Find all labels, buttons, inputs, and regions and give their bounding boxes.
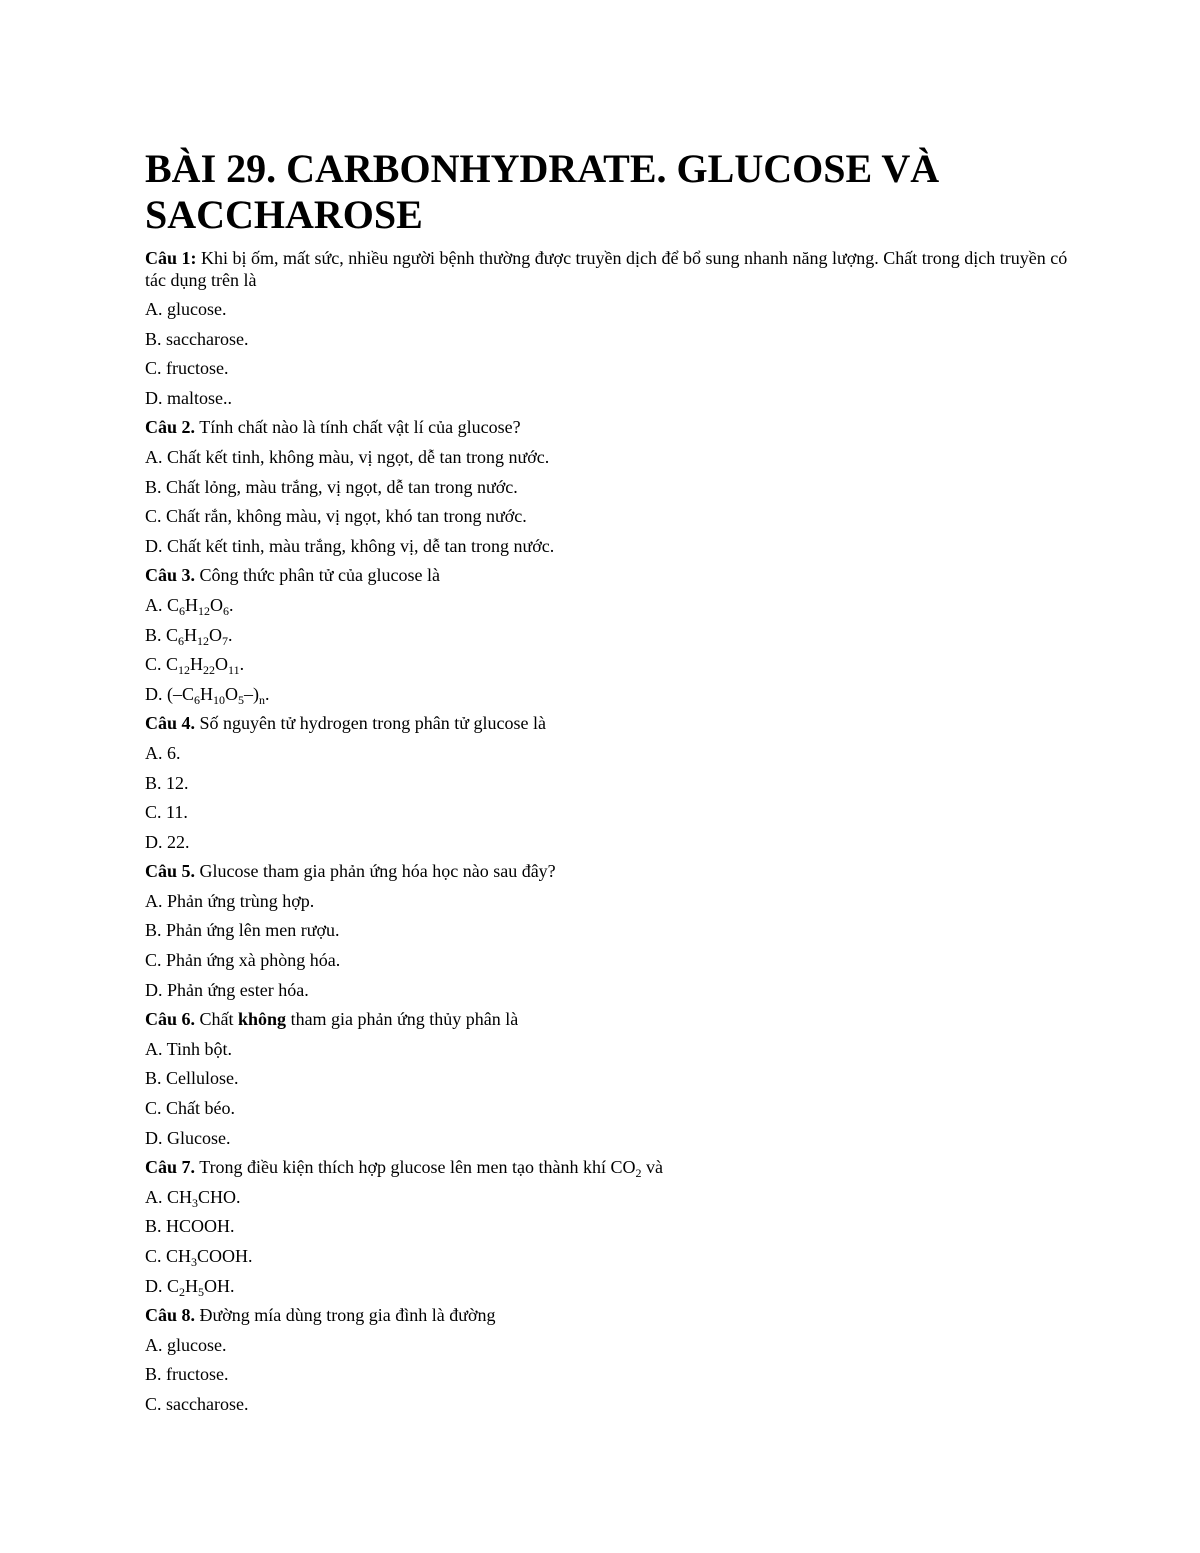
question-4: [145, 709, 1075, 739]
answer-option: A. Phản ứng trùng hợp.: [145, 890, 315, 911]
question-stem-after: và: [641, 1157, 664, 1178]
answer-option: A. $CH_3CHO$.: [145, 1186, 241, 1210]
answer-option: C. Phản ứng xà phòng hóa.: [145, 950, 341, 971]
question-number: Câu 3.: [145, 565, 196, 586]
question-5: [145, 857, 1075, 887]
question-stem-before: Chất: [199, 1009, 234, 1030]
question-number: Câu 5.: [145, 861, 196, 882]
answer-option: B. $C_6H_{12}O_7$.: [145, 624, 233, 648]
formula-subscript: 2: [179, 1284, 186, 1299]
formula-subscript: 11: [228, 663, 240, 678]
question-1: [145, 243, 1075, 295]
answer-option: C. saccharose.: [145, 1393, 249, 1414]
answer-option: A. glucose.: [145, 299, 227, 319]
question-number: Câu 6.: [145, 1009, 196, 1030]
answer-option: B. Chất lỏng, màu trắng, vị ngọt, dễ tan trong nước.: [145, 476, 518, 497]
page-title: BÀI 29. CARBONHYDRATE. GLUCOSE VÀ SACCHAROSE: [145, 146, 940, 237]
question-3: [145, 561, 1075, 591]
question-8: [145, 1301, 1075, 1331]
formula-subscript: 7: [222, 633, 229, 648]
formula-subscript: 5: [238, 692, 244, 707]
formula-subscript: 6: [194, 692, 200, 707]
answer-option: A. Tinh bột.: [145, 1038, 233, 1059]
formula-subscript: 3: [192, 1195, 199, 1210]
question-number: Câu 1:: [145, 248, 197, 268]
answer-option: C. $CH_3COOH$.: [145, 1246, 253, 1269]
question-stem-before: Trong điều kiện thích hợp glucose lên men tạo thành khí CO: [199, 1157, 636, 1178]
answer-option: D. maltose..: [145, 387, 232, 408]
formula-subscript: 22: [203, 663, 216, 678]
formula-subscript: 6: [179, 603, 186, 618]
formula-subscript: 5: [198, 1284, 205, 1299]
formula-subscript: n: [259, 692, 265, 707]
formula-subscript: 12: [198, 603, 211, 618]
formula-subscript: 12: [178, 663, 191, 678]
answer-option: B. fructose.: [145, 1364, 229, 1385]
formula-subscript: 3: [191, 1255, 198, 1269]
answer-option: D. 22.: [145, 831, 190, 852]
answer-option: C. 11.: [145, 802, 188, 823]
question-stem-emphasis: không: [238, 1009, 287, 1030]
answer-option: D. $(-C_6H_{10}O_5-)_n$.: [145, 683, 270, 707]
answer-option: B. 12.: [145, 772, 189, 793]
answer-option: A. 6.: [145, 742, 181, 763]
question-stem: Glucose tham gia phản ứng hóa học nào sau đây?: [199, 861, 556, 882]
document-page: [145, 146, 1075, 1420]
answer-option: C. Chất rắn, không màu, vị ngọt, khó tan trong nước.: [145, 506, 527, 527]
answer-option: D. Glucose.: [145, 1127, 231, 1148]
question-stem-after: tham gia phản ứng thủy phân là: [290, 1009, 519, 1030]
answer-option: D. Chất kết tinh, màu trắng, không vị, dễ tan trong nước.: [145, 535, 555, 556]
answer-option: D. Phản ứng ester hóa.: [145, 979, 309, 1000]
question-number: Câu 8.: [145, 1305, 196, 1326]
question-6: [145, 1005, 1075, 1035]
answer-option: A. Chất kết tinh, không màu, vị ngọt, dễ tan trong nước.: [145, 446, 550, 467]
question-stem: Khi bị ốm, mất sức, nhiều người bệnh thường được truyền dịch để bổ sung nhanh năng lượng. Chất trong dịch truyền có tác dụng trên là: [145, 248, 1068, 290]
answer-option: C. Chất béo.: [145, 1098, 235, 1119]
answer-option: B. Phản ứng lên men rượu.: [145, 920, 340, 941]
formula-subscript: 6: [178, 633, 185, 648]
question-stem: Số nguyên tử hydrogen trong phân tử glucose là: [199, 713, 546, 734]
question-number: Câu 4.: [145, 713, 196, 734]
question-2: [145, 413, 1075, 443]
question-stem: Đường mía dùng trong gia đình là đường: [199, 1305, 496, 1326]
question-stem-subscript: 2: [635, 1166, 642, 1181]
formula-subscript: 12: [197, 633, 210, 648]
formula-subscript: 10: [213, 692, 225, 707]
question-stem: Tính chất nào là tính chất vật lí của glucose?: [199, 417, 521, 438]
answer-option: B. Cellulose.: [145, 1068, 239, 1089]
formula-subscript: 6: [223, 603, 230, 618]
answer-option: B. saccharose.: [145, 328, 249, 349]
answer-option: C. $C_{12}H_{22}O_{11}$.: [145, 654, 245, 678]
question-stem: Công thức phân tử của glucose là: [199, 565, 440, 586]
answer-option: D. $C_2H_5OH$.: [145, 1275, 235, 1299]
answer-option: B. HCOOH.: [145, 1216, 235, 1237]
answer-option: C. fructose.: [145, 358, 229, 379]
question-number: Câu 2.: [145, 417, 196, 438]
answer-option: A. $C_6H_{12}O_6$.: [145, 594, 234, 618]
question-7: [145, 1153, 1075, 1183]
answer-option: A. glucose.: [145, 1334, 227, 1355]
question-number: Câu 7.: [145, 1157, 196, 1178]
